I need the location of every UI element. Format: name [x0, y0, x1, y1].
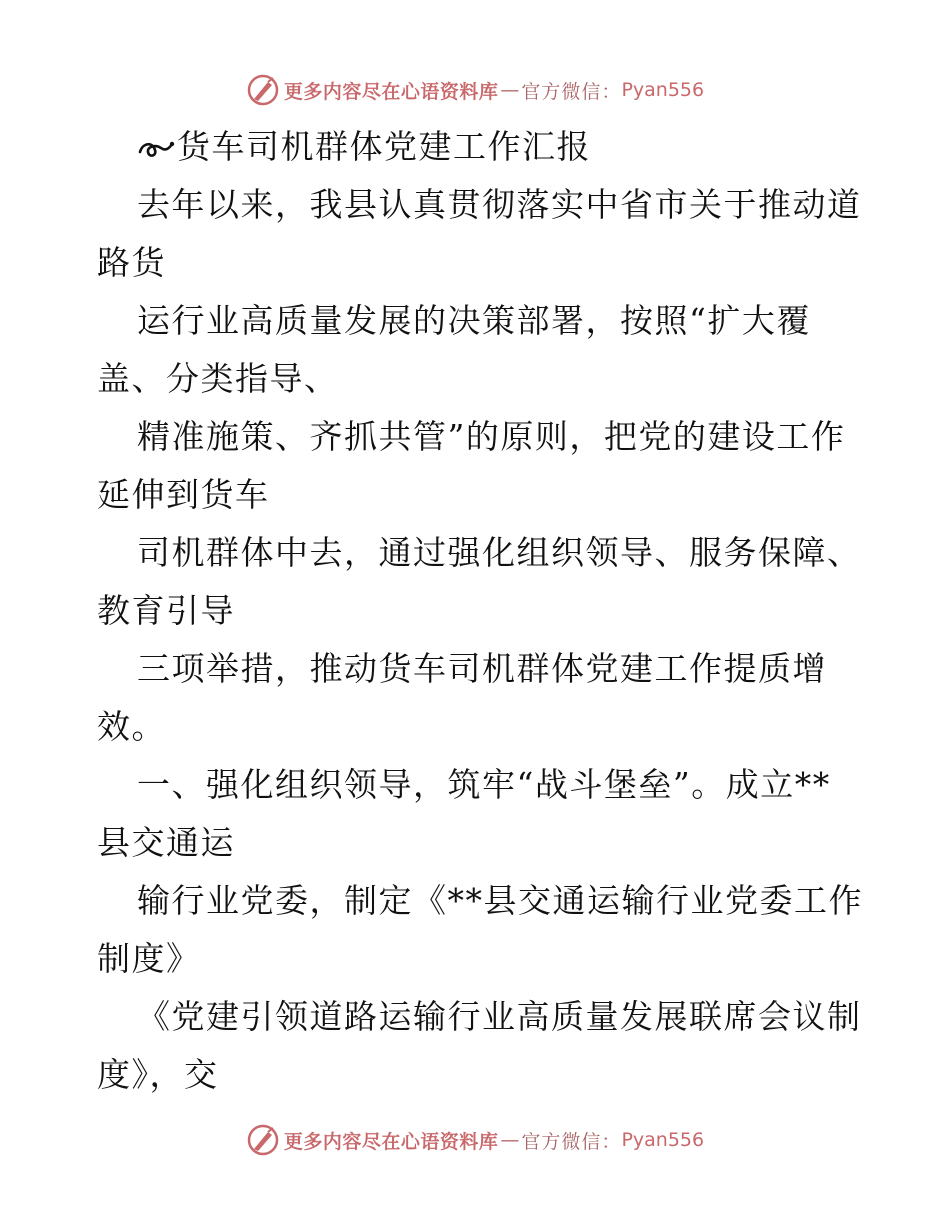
paragraph-line: 度》，交: [97, 1055, 219, 1094]
watermark-dash: —: [500, 79, 520, 101]
paragraph-line: 三项举措，推动货车司机群体党建工作提质增: [137, 649, 827, 688]
paragraph-line: 路货: [97, 243, 166, 282]
footer-watermark: [0, 1120, 950, 1160]
paragraph-line: 教育引导: [97, 591, 235, 630]
watermark-dash: —: [500, 1129, 520, 1151]
header-watermark: [0, 70, 950, 110]
flourish-bullet-icon: [137, 132, 175, 162]
paragraph-line: 去年以来，我县认真贯彻落实中省市关于推动道: [137, 185, 862, 224]
watermark-wechat-label: 官方微信：: [521, 1130, 622, 1153]
watermark-wechat-label: 官方微信：: [521, 80, 622, 103]
paragraph-line: 输行业党委，制定《**县交通运输行业党委工作: [137, 881, 863, 920]
paragraph-line: 盖、分类指导、: [97, 359, 339, 398]
paragraph-line: 县交通运: [97, 823, 235, 862]
paragraph-line: 延伸到货车: [97, 475, 270, 514]
watermark-main-text: 更多内容尽在心语资料库: [283, 1130, 499, 1153]
paragraph-line: 精准施策、齐抓共管”的原则，把党的建设工作: [137, 417, 846, 456]
section-heading-line: 一、强化组织领导，筑牢“战斗堡垒”。成立**: [137, 765, 831, 804]
watermark-wechat-id: Pyan556: [621, 79, 705, 101]
paragraph-line: 效。: [97, 707, 166, 746]
paragraph-line: 司机群体中去，通过强化组织领导、服务保障、: [137, 533, 862, 572]
quill-pen-icon: [246, 73, 280, 107]
document-title-text: 货车司机群体党建工作汇报: [177, 127, 591, 166]
watermark-main-text: 更多内容尽在心语资料库: [283, 80, 499, 103]
document-body: [97, 118, 863, 1104]
document-title: [97, 118, 857, 176]
paragraph-line: 《党建引领道路运输行业高质量发展联席会议制: [137, 997, 862, 1036]
paragraph-line: 制度》: [97, 939, 201, 978]
paragraph-line: 运行业高质量发展的决策部署，按照“扩大覆: [137, 301, 811, 340]
quill-pen-icon: [246, 1123, 280, 1157]
watermark-wechat-id: Pyan556: [621, 1129, 705, 1151]
